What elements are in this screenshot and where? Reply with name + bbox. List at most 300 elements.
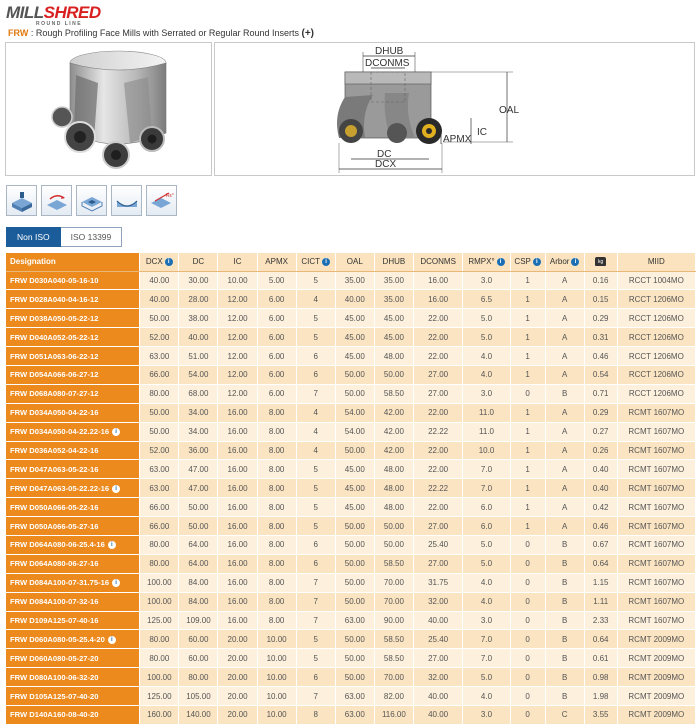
table-cell: 70.00	[374, 592, 413, 611]
table-cell: 12.00	[218, 365, 257, 384]
brand-logo	[6, 4, 116, 30]
table-cell: 34.00	[179, 403, 218, 422]
designation-cell[interactable]: FRW D040A052-05-22-12	[6, 328, 140, 347]
table-cell: 45.00	[335, 347, 374, 366]
designation-cell[interactable]: FRW D038A050-05-22-12	[6, 309, 140, 328]
designation-cell[interactable]: FRW D036A052-04-22-16	[6, 441, 140, 460]
table-cell: 0	[510, 668, 545, 687]
table-cell: 22.00	[413, 328, 462, 347]
table-cell: 20.00	[218, 668, 257, 687]
table-cell: RCMT 1607MO	[617, 517, 695, 536]
table-cell: A	[545, 271, 584, 290]
technical-drawing	[214, 42, 695, 176]
table-cell: RCCT 1206MO	[617, 328, 695, 347]
table-cell: 54.00	[335, 422, 374, 441]
table-cell: 32.00	[413, 592, 462, 611]
table-cell: 32.00	[413, 668, 462, 687]
table-cell: 0.16	[584, 271, 617, 290]
info-icon[interactable]: i	[571, 258, 579, 266]
table-cell: 4.0	[463, 365, 510, 384]
table-row[interactable]	[6, 365, 696, 384]
designation-cell[interactable]: FRW D140A160-08-40-20	[6, 705, 140, 724]
oal-label: OAL	[499, 105, 520, 116]
table-body	[6, 271, 696, 724]
table-cell: 51.00	[179, 347, 218, 366]
table-cell: RCMT 1607MO	[617, 460, 695, 479]
table-cell: C	[545, 705, 584, 724]
table-cell: 27.00	[413, 384, 462, 403]
face-milling-icon[interactable]	[6, 185, 37, 216]
table-cell: RCCT 1206MO	[617, 365, 695, 384]
table-cell: 0.54	[584, 365, 617, 384]
table-cell: 8.00	[257, 498, 296, 517]
col-dhub[interactable]: DHUB	[374, 253, 413, 271]
table-cell: 5	[296, 479, 335, 498]
table-cell: RCMT 2009MO	[617, 630, 695, 649]
table-cell: 22.00	[413, 460, 462, 479]
table-cell: 0.40	[584, 479, 617, 498]
table-cell: 4.0	[463, 347, 510, 366]
table-cell: 3.0	[463, 611, 510, 630]
table-cell: 52.00	[140, 441, 179, 460]
table-row[interactable]	[6, 611, 696, 630]
info-icon[interactable]: i	[112, 485, 120, 493]
table-row[interactable]	[6, 668, 696, 687]
table-cell: RCMT 2009MO	[617, 687, 695, 706]
table-cell: A	[545, 347, 584, 366]
table-cell: 5	[296, 309, 335, 328]
info-icon[interactable]: i	[165, 258, 173, 266]
info-icon[interactable]: i	[497, 258, 505, 266]
table-cell: 50.00	[374, 517, 413, 536]
specification-table	[6, 253, 696, 725]
table-cell: 8	[296, 705, 335, 724]
table-cell: 12.00	[218, 347, 257, 366]
table-cell: 1	[510, 403, 545, 422]
table-cell: A	[545, 422, 584, 441]
table-cell: 16.00	[413, 290, 462, 309]
table-cell: 0.40	[584, 460, 617, 479]
table-cell: 50.00	[374, 535, 413, 554]
table-cell: 40.00	[413, 705, 462, 724]
table-cell: A	[545, 498, 584, 517]
table-cell: 7.0	[463, 649, 510, 668]
table-cell: 63.00	[140, 460, 179, 479]
table-cell: 1	[510, 517, 545, 536]
table-cell: 0.67	[584, 535, 617, 554]
table-cell: 35.00	[374, 290, 413, 309]
col-weight[interactable]	[584, 253, 617, 271]
table-cell: 50.00	[335, 384, 374, 403]
table-cell: 16.00	[218, 517, 257, 536]
table-cell: 4.0	[463, 687, 510, 706]
designation-cell[interactable]: FRW D064A080-06-25.4-16 i	[6, 535, 140, 554]
table-cell: 0	[510, 535, 545, 554]
table-row[interactable]	[6, 384, 696, 403]
table-cell: 10.00	[257, 687, 296, 706]
col-apmx[interactable]: APMX	[257, 253, 296, 271]
table-cell: 5	[296, 649, 335, 668]
table-row[interactable]	[6, 422, 696, 441]
table-cell: 105.00	[179, 687, 218, 706]
table-cell: 16.00	[218, 498, 257, 517]
designation-cell[interactable]: FRW D060A080-05-27-20	[6, 649, 140, 668]
table-cell: 58.50	[374, 630, 413, 649]
table-cell: 6.5	[463, 290, 510, 309]
designation-cell[interactable]: FRW D034A050-04-22.22-16 i	[6, 422, 140, 441]
table-cell: 0.42	[584, 498, 617, 517]
table-cell: A	[545, 365, 584, 384]
table-cell: 63.00	[140, 479, 179, 498]
table-cell: 1	[510, 328, 545, 347]
table-cell: 0.46	[584, 347, 617, 366]
table-cell: 1	[510, 422, 545, 441]
table-cell: 1	[510, 479, 545, 498]
dc-label: DC	[377, 149, 392, 160]
table-cell: 6	[296, 554, 335, 573]
designation-cell[interactable]: FRW D064A080-06-27-16	[6, 554, 140, 573]
table-cell: 5	[296, 630, 335, 649]
table-cell: 10.00	[257, 630, 296, 649]
table-cell: 16.00	[218, 573, 257, 592]
table-cell: 10.0	[463, 441, 510, 460]
table-cell: 0	[510, 611, 545, 630]
table-cell: 8.00	[257, 460, 296, 479]
table-cell: 80.00	[140, 535, 179, 554]
col-dconms[interactable]: DCONMS	[413, 253, 462, 271]
table-row[interactable]	[6, 592, 696, 611]
table-row[interactable]	[6, 460, 696, 479]
table-cell: 4.0	[463, 592, 510, 611]
designation-cell[interactable]: FRW D047A063-05-22-16	[6, 460, 140, 479]
col-cict[interactable]: CICT i	[296, 253, 335, 271]
table-cell: 0.46	[584, 517, 617, 536]
table-cell: 45.00	[335, 309, 374, 328]
table-cell: 5.0	[463, 328, 510, 347]
table-cell: 6.00	[257, 384, 296, 403]
table-cell: 50.00	[140, 422, 179, 441]
col-dc[interactable]: DC	[179, 253, 218, 271]
designation-cell[interactable]: FRW D054A066-06-27-12	[6, 365, 140, 384]
table-cell: B	[545, 535, 584, 554]
table-cell: 6.00	[257, 365, 296, 384]
table-cell: 0.29	[584, 403, 617, 422]
col-ic[interactable]: IC	[218, 253, 257, 271]
table-cell: 8.00	[257, 554, 296, 573]
table-cell: 16.00	[218, 554, 257, 573]
table-cell: 58.50	[374, 384, 413, 403]
designation-cell[interactable]: FRW D050A066-05-22-16	[6, 498, 140, 517]
table-cell: 0	[510, 384, 545, 403]
table-cell: RCMT 1607MO	[617, 535, 695, 554]
table-cell: 8.00	[257, 479, 296, 498]
table-cell: 22.00	[413, 309, 462, 328]
designation-cell[interactable]: FRW D068A080-07-27-12	[6, 384, 140, 403]
table-cell: 16.00	[218, 592, 257, 611]
info-icon[interactable]: i	[322, 258, 330, 266]
table-cell: 4	[296, 441, 335, 460]
designation-cell[interactable]: FRW D109A125-07-40-16	[6, 611, 140, 630]
table-cell: 50.00	[335, 554, 374, 573]
table-cell: 16.00	[218, 479, 257, 498]
table-cell: 5.0	[463, 535, 510, 554]
table-row[interactable]	[6, 554, 696, 573]
info-icon[interactable]: i	[533, 258, 541, 266]
table-cell: 0	[510, 630, 545, 649]
table-cell: RCMT 2009MO	[617, 649, 695, 668]
table-cell: 28.00	[179, 290, 218, 309]
table-row[interactable]	[6, 535, 696, 554]
table-row[interactable]	[6, 630, 696, 649]
table-cell: 48.00	[374, 347, 413, 366]
table-cell: 0	[510, 592, 545, 611]
table-cell: 1	[510, 441, 545, 460]
table-cell: A	[545, 517, 584, 536]
designation-cell[interactable]: FRW D030A040-05-16-10	[6, 271, 140, 290]
table-cell: 5.0	[463, 668, 510, 687]
table-cell: RCMT 1607MO	[617, 611, 695, 630]
col-arbor[interactable]: Arbor i	[545, 253, 584, 271]
designation-cell[interactable]: FRW D028A040-04-16-12	[6, 290, 140, 309]
table-cell: 60.00	[179, 630, 218, 649]
table-cell: 100.00	[140, 592, 179, 611]
table-cell: RCMT 1607MO	[617, 554, 695, 573]
table-cell: 20.00	[218, 630, 257, 649]
table-cell: 8.00	[257, 403, 296, 422]
table-cell: 50.00	[374, 365, 413, 384]
designation-cell[interactable]: FRW D080A100-06-32-20	[6, 668, 140, 687]
table-cell: 20.00	[218, 649, 257, 668]
table-cell: 4.0	[463, 573, 510, 592]
table-cell: 47.00	[179, 479, 218, 498]
table-cell: 109.00	[179, 611, 218, 630]
table-cell: A	[545, 309, 584, 328]
designation-cell[interactable]: FRW D084A100-07-31.75-16 i	[6, 573, 140, 592]
table-cell: 11.0	[463, 422, 510, 441]
table-cell: 70.00	[374, 573, 413, 592]
table-cell: 54.00	[335, 403, 374, 422]
table-cell: 140.00	[179, 705, 218, 724]
table-row[interactable]	[6, 498, 696, 517]
col-dcx[interactable]: DCX i	[140, 253, 179, 271]
col-rmpx[interactable]: RMPX° i	[463, 253, 510, 271]
table-cell: RCMT 1607MO	[617, 573, 695, 592]
table-cell: 6	[296, 535, 335, 554]
table-cell: 7	[296, 687, 335, 706]
table-cell: 42.00	[374, 422, 413, 441]
info-icon[interactable]: i	[112, 579, 120, 587]
ramping-icon[interactable]	[41, 185, 72, 216]
pocketing-icon[interactable]	[76, 185, 107, 216]
table-cell: 16.00	[413, 271, 462, 290]
info-icon[interactable]: i	[108, 541, 116, 549]
table-cell: 27.00	[413, 517, 462, 536]
table-row[interactable]	[6, 441, 696, 460]
table-cell: RCCT 1206MO	[617, 309, 695, 328]
table-cell: 22.22	[413, 422, 462, 441]
designation-cell[interactable]: FRW D051A063-06-22-12	[6, 347, 140, 366]
table-cell: 10.00	[257, 668, 296, 687]
table-cell: 1	[510, 271, 545, 290]
standard-tabs	[6, 227, 122, 247]
table-cell: 1.11	[584, 592, 617, 611]
table-cell: 36.00	[179, 441, 218, 460]
col-miid[interactable]: MIID	[617, 253, 695, 271]
table-row[interactable]	[6, 290, 696, 309]
table-cell: 58.50	[374, 554, 413, 573]
table-cell: 45.00	[335, 328, 374, 347]
brand-tagline: ROUND LINE	[36, 21, 83, 27]
table-cell: 1	[510, 460, 545, 479]
table-cell: 90.00	[374, 611, 413, 630]
table-cell: 16.00	[218, 460, 257, 479]
table-cell: 16.00	[218, 403, 257, 422]
table-cell: 30.00	[179, 271, 218, 290]
table-cell: 25.40	[413, 535, 462, 554]
info-icon[interactable]: i	[112, 428, 120, 436]
table-cell: 125.00	[140, 611, 179, 630]
table-cell: 8.00	[257, 592, 296, 611]
designation-cell[interactable]: FRW D084A100-07-32-16	[6, 592, 140, 611]
table-cell: B	[545, 611, 584, 630]
table-cell: 80.00	[179, 668, 218, 687]
table-cell: B	[545, 384, 584, 403]
table-cell: 6	[296, 347, 335, 366]
table-cell: 45.00	[374, 309, 413, 328]
table-cell: 1.15	[584, 573, 617, 592]
table-cell: 1	[510, 347, 545, 366]
table-row[interactable]	[6, 271, 696, 290]
table-cell: 7	[296, 592, 335, 611]
table-cell: 50.00	[335, 441, 374, 460]
table-cell: 66.00	[140, 365, 179, 384]
table-cell: 66.00	[140, 517, 179, 536]
designation-cell[interactable]: FRW D034A050-04-22-16	[6, 403, 140, 422]
table-cell: 0	[510, 554, 545, 573]
table-cell: 7.0	[463, 479, 510, 498]
table-cell: 63.00	[335, 611, 374, 630]
designation-cell[interactable]: FRW D047A063-05-22.22-16 i	[6, 479, 140, 498]
table-cell: 66.00	[140, 498, 179, 517]
table-cell: 50.00	[179, 498, 218, 517]
table-cell: 48.00	[374, 479, 413, 498]
table-cell: 20.00	[218, 687, 257, 706]
table-row[interactable]	[6, 573, 696, 592]
table-header-row	[6, 253, 696, 271]
table-row[interactable]	[6, 687, 696, 706]
table-cell: B	[545, 687, 584, 706]
table-cell: 100.00	[140, 573, 179, 592]
application-icons	[6, 185, 177, 216]
table-cell: 160.00	[140, 705, 179, 724]
table-cell: 4	[296, 403, 335, 422]
table-cell: 82.00	[374, 687, 413, 706]
page-title: FRW : Rough Profiling Face Mills with Serrated or Regular Round Inserts (+)	[8, 28, 314, 39]
table-cell: 0.27	[584, 422, 617, 441]
table-row[interactable]	[6, 309, 696, 328]
table-row[interactable]	[6, 705, 696, 724]
table-cell: 22.00	[413, 498, 462, 517]
table-cell: RCMT 1607MO	[617, 498, 695, 517]
table-cell: RCMT 1607MO	[617, 592, 695, 611]
table-cell: 5.00	[257, 271, 296, 290]
ic-label: IC	[477, 127, 487, 138]
table-cell: 3.0	[463, 705, 510, 724]
table-row[interactable]	[6, 649, 696, 668]
table-cell: 40.00	[413, 687, 462, 706]
designation-cell[interactable]: FRW D105A125-07-40-20	[6, 687, 140, 706]
table-cell: 5	[296, 328, 335, 347]
table-cell: 5	[296, 460, 335, 479]
table-cell: 50.00	[140, 309, 179, 328]
table-cell: 0	[510, 573, 545, 592]
table-cell: 6	[296, 365, 335, 384]
table-cell: A	[545, 403, 584, 422]
table-cell: 4	[296, 290, 335, 309]
table-cell: 80.00	[140, 384, 179, 403]
weight-icon: kg	[595, 257, 606, 266]
table-cell: 7	[296, 611, 335, 630]
table-cell: 12.00	[218, 384, 257, 403]
table-cell: 5	[296, 517, 335, 536]
table-cell: 16.00	[218, 611, 257, 630]
table-cell: 6.00	[257, 290, 296, 309]
table-row[interactable]	[6, 328, 696, 347]
table-row[interactable]	[6, 347, 696, 366]
table-cell: 0.29	[584, 309, 617, 328]
table-cell: RCMT 1607MO	[617, 422, 695, 441]
table-cell: 25.40	[413, 630, 462, 649]
table-cell: RCMT 2009MO	[617, 705, 695, 724]
table-cell: 6	[296, 668, 335, 687]
tab-iso-13399[interactable]: ISO 13399	[61, 227, 123, 247]
table-cell: 31.75	[413, 573, 462, 592]
table-cell: 10.00	[257, 649, 296, 668]
table-row[interactable]	[6, 517, 696, 536]
table-cell: RCCT 1206MO	[617, 347, 695, 366]
table-cell: 116.00	[374, 705, 413, 724]
table-cell: RCCT 1004MO	[617, 271, 695, 290]
table-cell: A	[545, 479, 584, 498]
table-row[interactable]	[6, 479, 696, 498]
table-row[interactable]	[6, 403, 696, 422]
tab-non-iso[interactable]: Non ISO	[6, 227, 61, 247]
table-cell: 1	[510, 309, 545, 328]
col-oal[interactable]: OAL	[335, 253, 374, 271]
table-cell: A	[545, 441, 584, 460]
col-csp[interactable]: CSP i	[510, 253, 545, 271]
table-cell: 3.0	[463, 384, 510, 403]
table-cell: 5	[296, 271, 335, 290]
designation-cell[interactable]: FRW D060A080-05-25.4-20 i	[6, 630, 140, 649]
table-cell: 27.00	[413, 649, 462, 668]
designation-cell[interactable]: FRW D050A066-05-27-16	[6, 517, 140, 536]
profiling-icon[interactable]	[111, 185, 142, 216]
table-cell: 100.00	[140, 668, 179, 687]
table-cell: 8.00	[257, 573, 296, 592]
table-cell: 50.00	[179, 517, 218, 536]
table-cell: 22.00	[413, 347, 462, 366]
col-designation[interactable]: Designation	[6, 253, 140, 271]
ramp-angle-icon[interactable]	[146, 185, 177, 216]
table-cell: 8.00	[257, 611, 296, 630]
table-cell: RCMT 1607MO	[617, 441, 695, 460]
table-cell: 6.0	[463, 498, 510, 517]
apmx-label: APMX	[443, 134, 472, 145]
info-icon[interactable]: i	[108, 636, 116, 644]
table-cell: 7.0	[463, 460, 510, 479]
table-cell: 50.00	[335, 365, 374, 384]
